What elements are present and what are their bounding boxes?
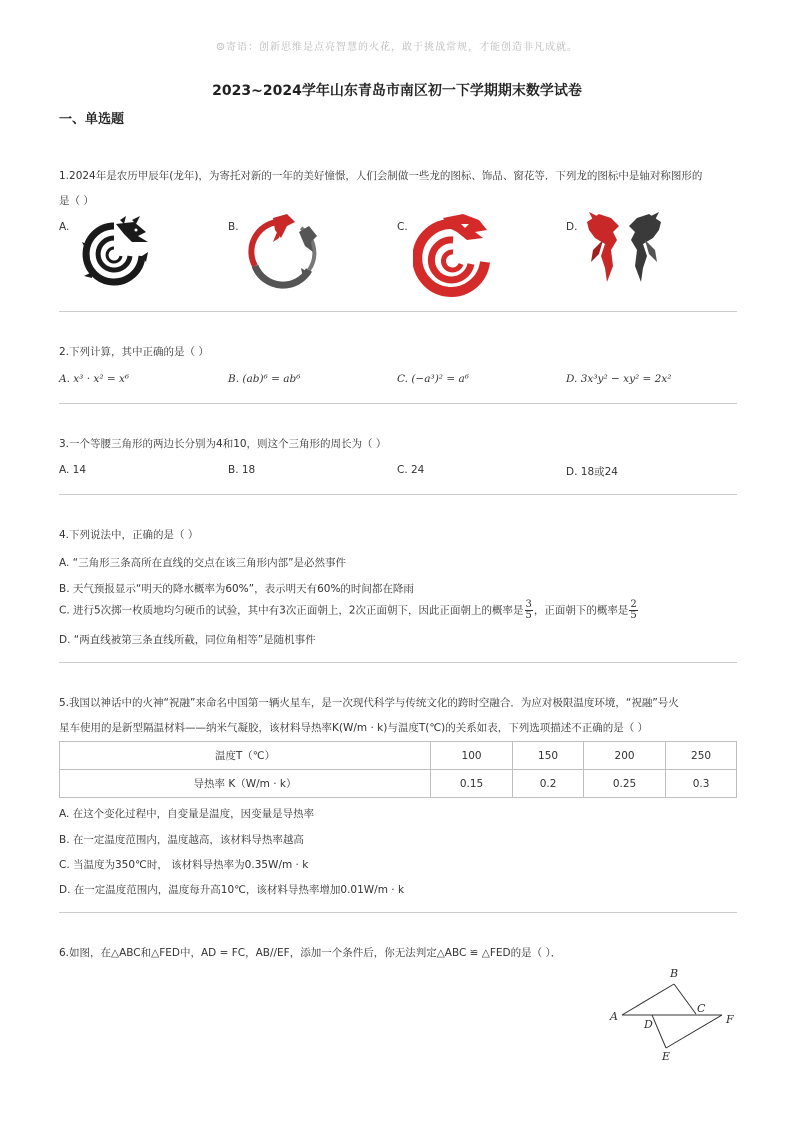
table-row-label: 导热率 K（W/m · k） bbox=[60, 770, 431, 798]
table-row-label: 温度T（℃） bbox=[60, 742, 431, 770]
q1-option-a-label: A. bbox=[59, 221, 70, 233]
separator bbox=[59, 403, 737, 404]
temperature-conductivity-table bbox=[59, 741, 737, 798]
q5-option-c: C. 当温度为350℃时， 该材料导热率为0.35W/m · k bbox=[59, 859, 309, 871]
fraction bbox=[525, 600, 533, 621]
q4-option-c-text1: C. 进行5次掷一枚质地均匀硬币的试验，其中有3次正面朝上，2次正面朝下，因此正面朝上的概率是 bbox=[59, 604, 524, 617]
fraction-numerator: 3 bbox=[525, 599, 532, 610]
table-cell: 0.25 bbox=[583, 770, 665, 798]
q4-option-c-text2: ，正面朝下的概率是 bbox=[533, 604, 629, 617]
table-row bbox=[60, 770, 737, 798]
q3-option-d: D. 18或24 bbox=[566, 466, 618, 478]
point-a-label: A bbox=[610, 1010, 618, 1023]
section-heading: 一、单选题 bbox=[59, 112, 125, 127]
table-cell: 100 bbox=[431, 742, 513, 770]
q2-option-d bbox=[566, 373, 672, 385]
q1-option-c-label: C. bbox=[397, 221, 408, 233]
table-cell: 150 bbox=[513, 742, 584, 770]
q2-option-c-text: C. (−a³)² = a⁶ bbox=[397, 373, 469, 385]
q2-option-b bbox=[228, 373, 300, 385]
q5-option-a: A. 在这个变化过程中，自变量是温度，因变量是导热率 bbox=[59, 808, 315, 820]
fraction-numerator: 2 bbox=[630, 599, 637, 610]
segment-ed bbox=[652, 1015, 666, 1048]
q4-option-d: D. “两直线被第三条直线所截，同位角相等”是随机事件 bbox=[59, 634, 316, 646]
q1-option-b-label: B. bbox=[228, 221, 239, 233]
red-gray-dragon-ring-icon bbox=[243, 212, 323, 292]
point-f-label: F bbox=[726, 1013, 734, 1026]
table-row bbox=[60, 742, 737, 770]
table-cell: 0.15 bbox=[431, 770, 513, 798]
q5-stem-line1: 5.我国以神话中的火神“祝融”来命名中国第一辆火星车，是一次现代科学与传统文化的跨时空融合．为应对极限温度环境，“祝融”号火 bbox=[59, 697, 679, 709]
q5-option-d: D. 在一定温度范围内，温度每升高10℃，该材料导热率增加0.01W/m · k bbox=[59, 884, 405, 896]
red-dragon-swirl-icon bbox=[413, 212, 491, 298]
separator bbox=[59, 662, 737, 663]
table-cell: 0.3 bbox=[666, 770, 737, 798]
q2-option-b-text: B. (ab)⁶ = ab⁶ bbox=[228, 373, 301, 385]
fraction bbox=[629, 600, 637, 621]
separator bbox=[59, 494, 737, 495]
exam-title: 2023~2024学年山东青岛市南区初一下学期期末数学试卷 bbox=[212, 83, 582, 99]
q2-option-a bbox=[59, 373, 129, 385]
separator bbox=[59, 912, 737, 913]
q3-stem: 3.一个等腰三角形的两边长分别为4和10，则这个三角形的周长为（ ） bbox=[59, 438, 387, 450]
table-cell: 200 bbox=[583, 742, 665, 770]
q4-option-b: B. 天气预报显示“明天的降水概率为60%”，表示明天有60%的时间都在降雨 bbox=[59, 583, 414, 595]
segment-fe bbox=[666, 1015, 722, 1048]
q2-option-a-text: A. x³ · x² = x⁶ bbox=[59, 373, 130, 385]
q1-stem-line1: 1.2024年是农历甲辰年(龙年)，为寄托对新的一年的美好憧憬，人们会制做一些龙的图标、饰品、窗花等．下列龙的图标中是轴对称图形的 bbox=[59, 170, 703, 182]
q2-stem: 2.下列计算，其中正确的是（ ） bbox=[59, 346, 209, 358]
segment-bc bbox=[674, 984, 696, 1014]
q1-stem-line2: 是（ ） bbox=[59, 195, 94, 207]
q5-stem-line2: 星车使用的是新型隔温材料——纳米气凝胶，该材料导热率K(W/m · k)与温度T(℃)的关系如表，下列选项描述不正确的是（ ） bbox=[59, 722, 649, 734]
point-b-label: B bbox=[670, 967, 679, 980]
point-e-label: E bbox=[662, 1050, 671, 1063]
header-motto: ☺寄语：创新思维是点亮智慧的火花，敢于挑战常规，才能创造非凡成就。 bbox=[216, 42, 578, 53]
point-c-label: C bbox=[697, 1002, 706, 1015]
triangle-figure bbox=[606, 962, 746, 1066]
table-cell: 0.2 bbox=[513, 770, 584, 798]
q5-option-b: B. 在一定温度范围内，温度越高，该材料导热率越高 bbox=[59, 834, 304, 846]
q3-option-a: A. 14 bbox=[59, 464, 87, 476]
separator bbox=[59, 311, 737, 312]
q2-option-c bbox=[397, 373, 469, 385]
fraction-denominator: 5 bbox=[525, 610, 532, 621]
twin-dragons-icon bbox=[583, 210, 665, 286]
table-cell: 250 bbox=[666, 742, 737, 770]
q4-option-a: A. “三角形三条高所在直线的交点在该三角形内部”是必然事件 bbox=[59, 557, 347, 569]
segment-ab bbox=[622, 984, 674, 1015]
q2-option-d-text: D. 3x³y² − xy² = 2x² bbox=[566, 373, 672, 385]
q4-option-c bbox=[59, 600, 639, 621]
q3-option-c: C. 24 bbox=[397, 464, 425, 476]
q4-stem: 4.下列说法中，正确的是（ ） bbox=[59, 529, 199, 541]
q6-stem: 6.如图，在△ABC和△FED中，AD = FC，AB//EF，添加一个条件后，你无法判定△ABC ≌ △FED的是（ ）． bbox=[59, 947, 562, 959]
point-d-label: D bbox=[644, 1018, 653, 1031]
q1-option-d-label: D. bbox=[566, 221, 578, 233]
black-dragon-spiral-icon bbox=[76, 216, 152, 292]
q3-option-b: B. 18 bbox=[228, 464, 256, 476]
fraction-denominator: 5 bbox=[630, 610, 637, 621]
